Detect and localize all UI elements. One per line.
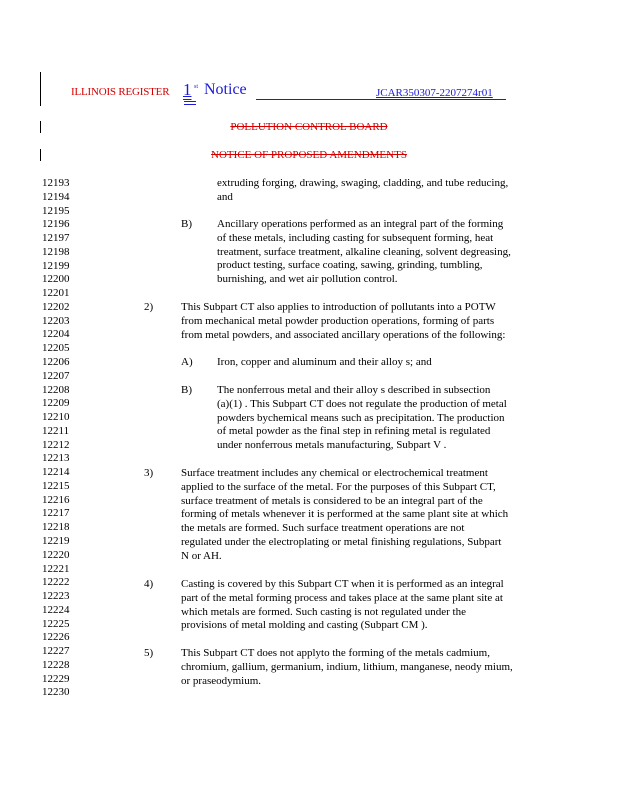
text-line: part of the metal forming process and takes place at the same plant site at — [181, 591, 503, 604]
text-line: extruding forging, drawing, swaging, cladding, and tube reducing, — [217, 177, 509, 189]
item-label-a: A) — [181, 356, 193, 368]
document-code: JCAR350307-2207274r01 — [376, 87, 493, 99]
line-number: 12226 — [42, 631, 70, 644]
text-line: under nonferrous metals manufacturing, Subpart V . — [217, 439, 447, 451]
paragraph-4 — [181, 578, 504, 633]
line-number: 12210 — [42, 411, 70, 424]
item-label-b2: B) — [181, 384, 192, 396]
text-line: This Subpart CT does not applyto the forming of the metals cadmium, — [181, 647, 490, 659]
text-line: regulated under the electroplating or metal finishing regulations, Subpart — [181, 535, 502, 548]
text-line: powders bychemical means such as precipitation. The production — [217, 411, 505, 424]
text-line: treatment, surface treatment, alkaline cleaning, solvent degreasing, — [217, 245, 511, 258]
item-label-3: 3) — [144, 467, 154, 479]
line-number: 12229 — [42, 672, 70, 685]
item-label-b: B) — [181, 218, 192, 230]
agency-title: POLLUTION CONTROL BOARD — [230, 121, 388, 133]
text-line: provisions of metal molding and casting (Subpart CM ). — [181, 619, 428, 632]
notice-title: NOTICE OF PROPOSED AMENDMENTS — [211, 149, 407, 161]
paragraph-3 — [181, 467, 508, 563]
line-number: 12230 — [42, 686, 70, 699]
page-number: 1 — [183, 80, 192, 99]
line-number: 12216 — [42, 493, 70, 506]
line-number: 12204 — [42, 328, 70, 341]
text-line: the metals are formed. Such surface treatment operations are not — [181, 522, 465, 534]
line-number: 12227 — [42, 645, 70, 658]
line-number: 12217 — [42, 507, 70, 520]
line-number: 12215 — [42, 479, 70, 492]
paragraph-a-iron: Iron, copper and aluminum and their alloy s; and — [217, 356, 432, 368]
register-title: ILLINOIS REGISTER — [71, 86, 170, 98]
line-number: 12224 — [42, 603, 70, 616]
line-number: 12194 — [42, 190, 70, 203]
text-line: of metal powder as the final step in refining metal is regulated — [217, 425, 491, 438]
notice-underline — [256, 99, 506, 100]
text-line: from mechanical metal powder production operations, forming of parts — [181, 314, 495, 327]
text-line: chromium, gallium, germanium, indium, lithium, manganese, neody mium, — [181, 660, 513, 673]
page-number-suffix: st — [194, 84, 199, 90]
line-number: 12206 — [42, 356, 70, 368]
line-number: 12222 — [42, 576, 70, 589]
text-line: and — [217, 190, 233, 203]
line-number: 12196 — [42, 218, 70, 231]
text-line: from metal powders, and associated ancillary operations of the following: — [181, 328, 506, 341]
line-number: 12199 — [42, 259, 70, 272]
text-line: forming of metals whenever it is performed at the same plant site at which — [181, 508, 509, 521]
paragraph-2 — [181, 301, 505, 342]
line-number: 12195 — [42, 204, 70, 217]
item-label-2: 2) — [144, 301, 154, 313]
line-number: 12219 — [42, 535, 70, 548]
text-line: N or AH. — [181, 549, 222, 562]
text-line: or praseodymium. — [181, 674, 262, 687]
change-bar-1 — [40, 72, 41, 106]
text-line: Ancillary operations performed as an integral part of the forming — [217, 218, 504, 230]
underline-mark-2 — [184, 104, 196, 105]
line-number: 12212 — [42, 438, 70, 451]
line-number: 12211 — [42, 424, 70, 437]
line-number: 12209 — [42, 397, 70, 410]
text-line: This Subpart CT also applies to introduction of pollutants into a POTW — [181, 301, 496, 313]
line-number: 12207 — [42, 369, 70, 382]
line-number: 12201 — [42, 287, 70, 300]
line-number: 12213 — [42, 452, 70, 465]
text-line: Surface treatment includes any chemical or electrochemical treatment — [181, 467, 488, 479]
line-number: 12225 — [42, 617, 70, 630]
paragraph-b-nonferrous — [217, 384, 507, 453]
text-line: which metals are formed. Such casting is not regulated under the — [181, 605, 466, 618]
text-line: product testing, surface coating, sawing, grinding, tumbling, — [217, 259, 483, 272]
line-number: 12198 — [42, 245, 70, 258]
line-number: 12208 — [42, 383, 70, 396]
item-label-5: 5) — [144, 647, 154, 659]
line-number: 12205 — [42, 342, 70, 355]
text-line: of these metals, including casting for subsequent forming, heat — [217, 231, 494, 244]
line-number: 12203 — [42, 314, 70, 327]
text-line: (a)(1) . This Subpart CT does not regulate the production of metal — [217, 397, 507, 410]
line-number: 12220 — [42, 548, 70, 561]
line-number: 12223 — [42, 590, 70, 603]
line-number: 12193 — [42, 177, 70, 189]
paragraph-b-ancillary — [217, 218, 511, 287]
line-number: 12214 — [42, 466, 70, 479]
line-number: 12202 — [42, 300, 70, 313]
item-label-4: 4) — [144, 578, 154, 590]
paragraph-continued — [217, 177, 508, 205]
line-number: 12228 — [42, 658, 70, 671]
line-number: 12221 — [42, 562, 70, 575]
line-number: 12197 — [42, 232, 70, 245]
underline-mark — [184, 101, 196, 102]
text-line: surface treatment of metals is considered to be an integral part of the — [181, 494, 483, 507]
line-number: 12200 — [42, 273, 70, 286]
text-line: Casting is covered by this Subpart CT when it is performed as an integral — [181, 578, 504, 590]
notice-label: Notice — [204, 81, 247, 98]
text-line: The nonferrous metal and their alloy s described in subsection — [217, 384, 491, 396]
paragraph-5 — [181, 647, 513, 688]
text-line: applied to the surface of the metal. For the purposes of this Subpart CT, — [181, 480, 496, 493]
line-number: 12218 — [42, 521, 70, 534]
text-line: burnishing, and wet air pollution control. — [217, 273, 398, 285]
